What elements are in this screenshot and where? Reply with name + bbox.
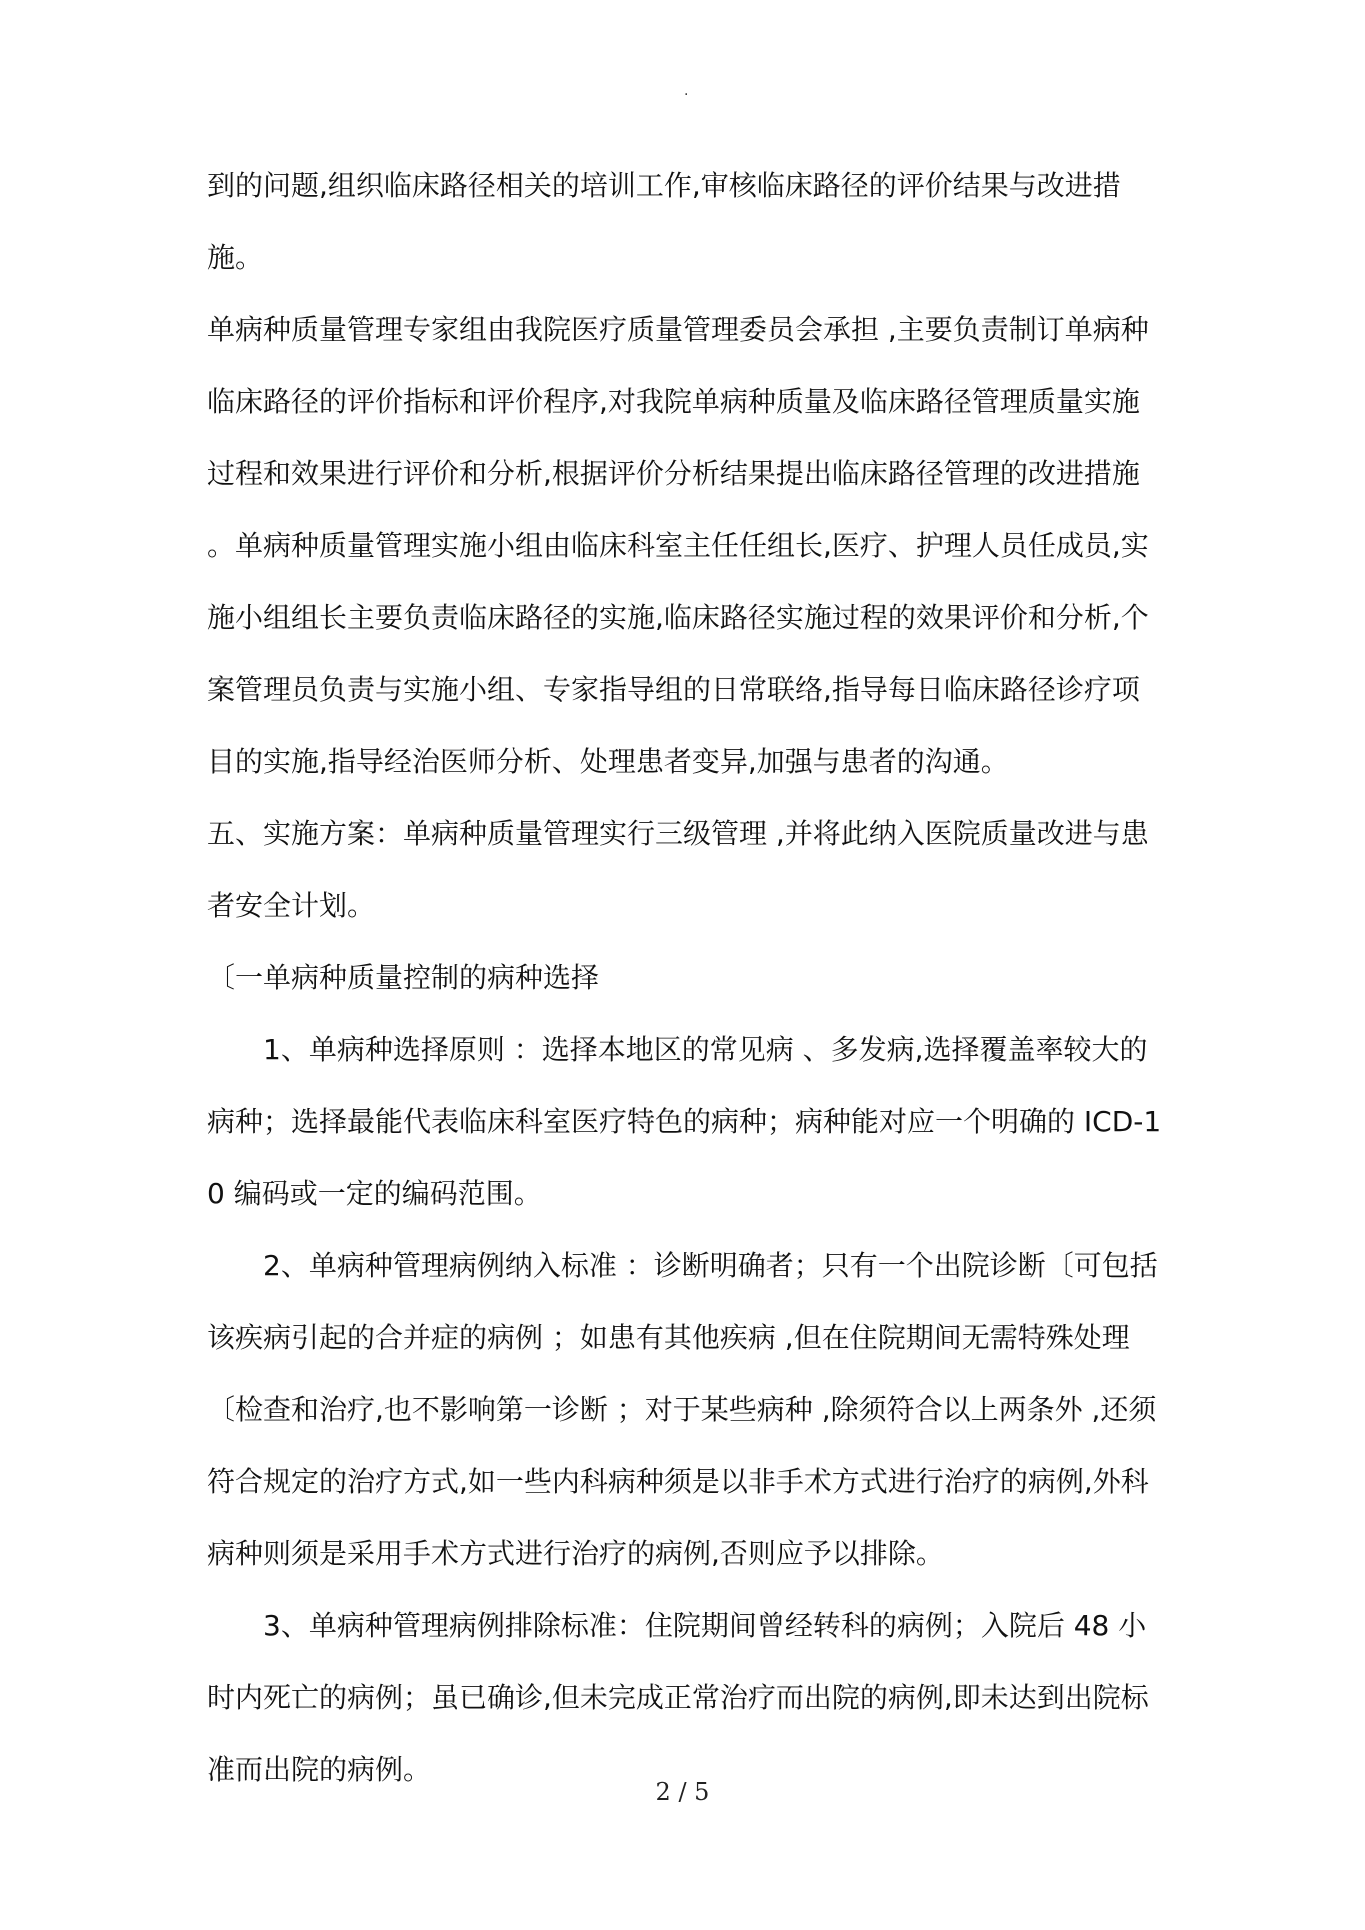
page-number: 2 / 5: [655, 1778, 710, 1806]
paragraph-item-1: 1、单病种选择原则 ：选择本地区的常见病 、多发病,选择覆盖率较大的病种；选择最能代表临床科室医疗特色的病种；病种能对应一个明确的 ICD-10 编码或一定的编码范围。: [207, 1033, 1162, 1210]
paragraph-expert-group: 单病种质量管理专家组由我院医疗质量管理委员会承担 ,主要负责制订单病种临床路径的评价指标和评价程序,对我院单病种质量及临床路径管理质量实施过程和效果进行评价和分析,根据评价分析结果提出临床路径管理的改进措施 。单病种质量管理实施小组由临床科室主任任组长,医疗、护理人员任成员,实施小组组长主要负责临床路径的实施,临床路径实施过程的效果评价和分析,个案管理员负责与实施小组、专家指导组的日常联络,指导每日临床路径诊疗项目的实施,指导经治医师分析、处理患者变异,加强与患者的沟通。: [207, 313, 1149, 778]
header-mark: .: [684, 83, 689, 99]
document-body: [207, 150, 1167, 1806]
paragraph-subsection-one: 〔一单病种质量控制的病种选择: [207, 961, 600, 994]
paragraph-section-five: 五、实施方案：单病种质量管理实行三级管理 ,并将此纳入医院质量改进与患者安全计划。: [207, 817, 1149, 922]
paragraph-continuation: 到的问题,组织临床路径相关的培训工作,审核临床路径的评价结果与改进措施。: [207, 169, 1121, 274]
paragraph-item-2: 2、单病种管理病例纳入标准 ：诊断明确者；只有一个出院诊断〔可包括该疾病引起的合并症的病例 ；如患有其他疾病 ,但在住院期间无需特殊处理〔检查和治疗,也不影响第一诊断 ；对于某些病种 ,除须符合以上两条外 ,还须符合规定的治疗方式,如一些内科病种须是以非手术方式进行治疗的病例,外科病种则须是采用手术方式进行治疗的病例,否则应予以排除。: [207, 1249, 1158, 1570]
paragraph-item-3: 3、单病种管理病例排除标准：住院期间曾经转科的病例；入院后 48 小时内死亡的病例；虽已确诊,但未完成正常治疗而出院的病例,即未达到出院标准而出院的病例。: [207, 1609, 1149, 1786]
